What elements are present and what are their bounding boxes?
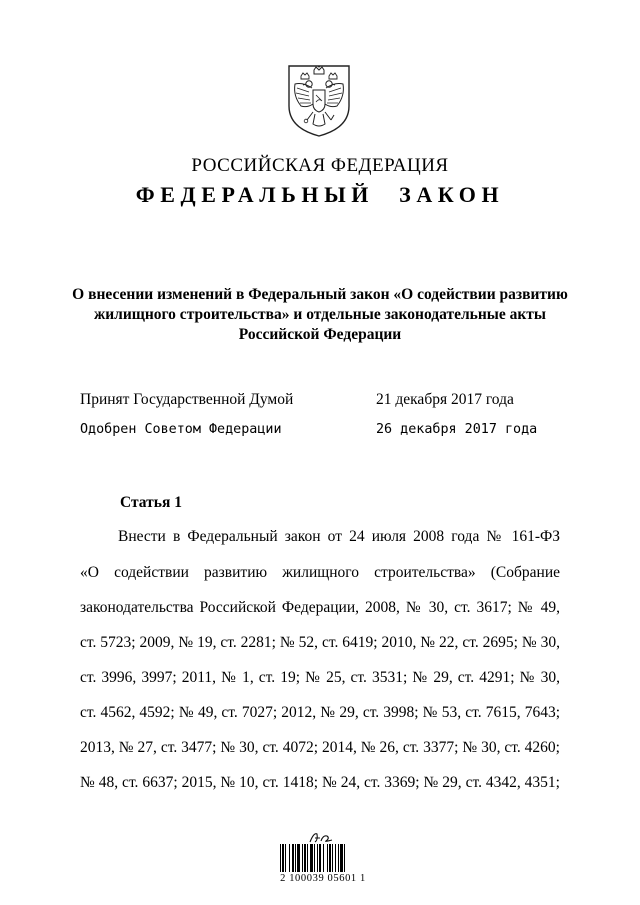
council-approval-label: Одобрен Советом Федерации [80,422,282,437]
body-text-line: Внести в Федеральный закон от 24 июля 2008 года № 161-ФЗ [118,528,560,545]
body-text-line: 2013, № 27, ст. 3477; № 30, ст. 4072; 2014, № 26, ст. 3377; № 30, ст. 4260; [80,739,560,756]
law-title-line: жилищного строительства» и отдельные законодательные акты [93,306,547,323]
body-text-line: ст. 5723; 2009, № 19, ст. 2281; № 52, ст. 6419; 2010, № 22, ст. 2695; № 30, [80,634,560,651]
country-heading: РОССИЙСКАЯ ФЕДЕРАЦИЯ [191,155,449,176]
body-text-line: «О содействии развитию жилищного строительства» (Собрание [80,564,560,581]
body-text-line: № 48, ст. 6637; 2015, № 10, ст. 1418; № 24, ст. 3369; № 29, ст. 4342, 4351; [80,774,560,791]
duma-adoption-row [80,391,560,409]
barcode-number: 2 100039 05601 1 [280,873,366,884]
body-text-line: ст. 3996, 3997; 2011, № 1, ст. 19; № 25, ст. 3531; № 29, ст. 4291; № 30, [80,669,560,686]
law-title-line: Российской Федерации [238,326,402,343]
page-footer [268,830,378,900]
law-title [60,285,580,345]
body-text-line: законодательства Российской Федерации, 2008, № 30, ст. 3617; № 49, [80,599,560,616]
council-approval-row [80,422,560,437]
council-approval-date: 26 декабря 2017 года [376,422,538,437]
body-text-line: ст. 4562, 4592; № 49, ст. 7027; 2012, № 29, ст. 3998; № 53, ст. 7615, 7643; [80,704,560,721]
duma-adoption-date: 21 декабря 2017 года [376,391,514,408]
coat-of-arms-emblem [285,62,353,138]
handwritten-initials [308,830,334,844]
article-heading: Статья 1 [120,494,182,511]
document-type-heading: ФЕДЕРАЛЬНЫЙ ЗАКОН [135,182,505,207]
law-title-line: О внесении изменений в Федеральный закон «О содействии развитию [72,286,568,303]
duma-adoption-label: Принят Государственной Думой [80,391,294,408]
barcode [280,844,366,872]
